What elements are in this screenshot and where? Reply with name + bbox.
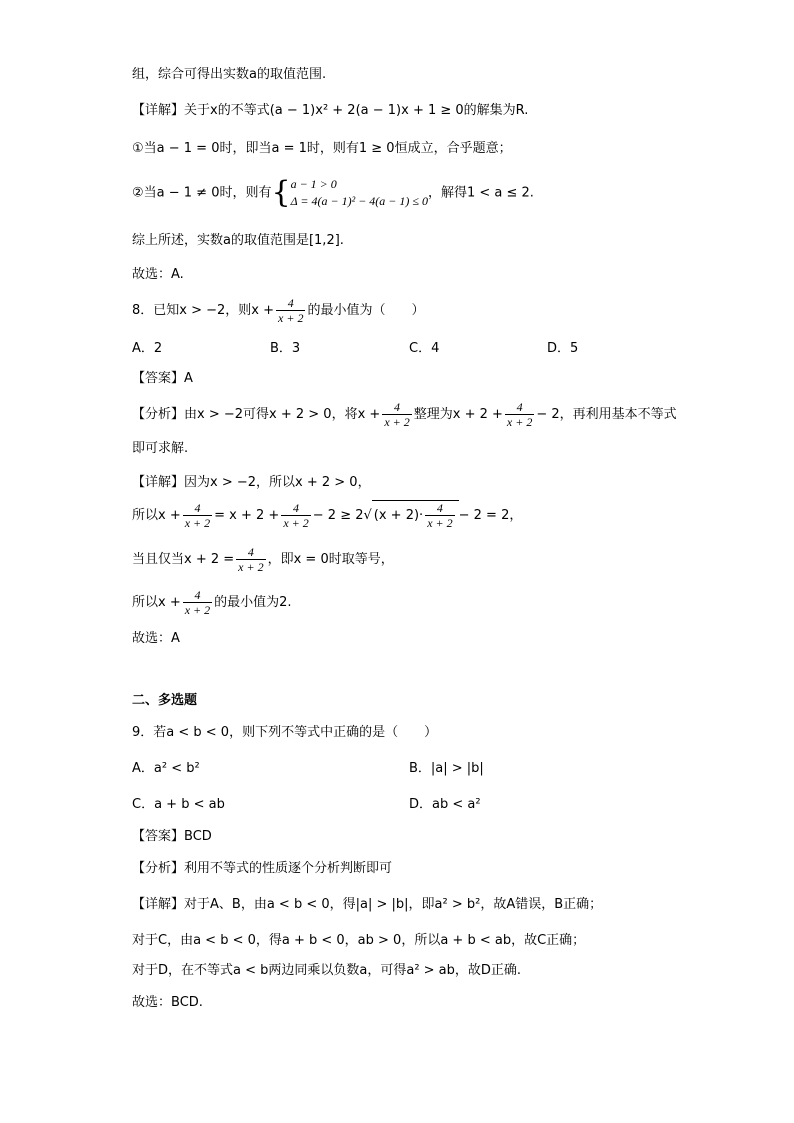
answer-line-9: 【答案】BCD: [132, 829, 212, 844]
choice-line: 故选：A.: [132, 267, 184, 282]
detail-line-9: 【详解】对于A、B，由a < b < 0，得|a| > |b|，即a² > b²，故A错误，B正确；: [132, 897, 603, 912]
option-d: D．5: [547, 341, 579, 356]
analysis-line-9: 【分析】利用不等式的性质逐个分析判断即可: [132, 861, 393, 876]
minimum-line: 所以x + $\frac{4}{x + 2}$ 的最小值为2.: [132, 588, 292, 617]
section-heading: 二、多选题: [132, 693, 198, 708]
equality-line: 当且仅当x + 2 = $\frac{4}{x + 2}$ ，即x = 0时取等号，: [132, 545, 394, 574]
option-d: D．ab < a²: [409, 797, 481, 812]
text-line: 组，综合可得出实数a的取值范围.: [132, 67, 327, 82]
detail-line: 【详解】关于x的不等式(a − 1)x² + 2(a − 1)x + 1 ≥ 0的解集为R.: [132, 103, 529, 118]
option-b: B．|a| > |b|: [409, 761, 484, 776]
choice-line-8: 故选：A: [132, 631, 180, 646]
question-8: 8．已知x > −2，则x + $\frac{4}{x + 2}$ 的最小值为（ ）: [132, 296, 425, 325]
option-c: C．a + b < ab: [132, 797, 225, 812]
detail-line-8: 【详解】因为x > −2，所以x + 2 > 0，: [132, 475, 371, 490]
option-a: A．2: [132, 341, 163, 356]
option-a: A．a² < b²: [132, 761, 200, 776]
option-b: B．3: [270, 341, 301, 356]
case-two-line: ②当a − 1 ≠ 0时，则有{ a − 1 > 0 Δ = 4(a − 1)² − 4(a − 1) ≤ 0 ，解得1 < a ≤ 2.: [132, 175, 534, 210]
choice-line-9: 故选：BCD.: [132, 995, 203, 1010]
detail-line-9-d: 对于D，在不等式a < b两边同乘以负数a，可得a² > ab，故D正确.: [132, 963, 522, 978]
question-9: 9．若a < b < 0，则下列不等式中正确的是（ ）: [132, 725, 438, 740]
case-one-line: ①当a − 1 = 0时，即当a = 1时，则有1 ≥ 0恒成立，合乎题意；: [132, 141, 512, 156]
brace-icon: {: [271, 175, 291, 210]
inequality-system: a − 1 > 0 Δ = 4(a − 1)² − 4(a − 1) ≤ 0: [290, 177, 428, 208]
analysis-line-2: 即可求解.: [132, 441, 189, 456]
fraction: $\frac{4}{x + 2}$: [278, 296, 304, 325]
detail-tag: 【详解】: [132, 103, 185, 118]
answer-line: 【答案】A: [132, 371, 193, 386]
summary-line: 综上所述，实数a的取值范围是[1,2].: [132, 233, 344, 248]
analysis-line: 【分析】由x > −2可得x + 2 > 0，将x + $\frac{4}{x + 2}$ 整理为x + 2 + $\frac{4}{x + 2}$ − 2，再利用基本不等式: [132, 400, 677, 429]
option-c: C．4: [409, 341, 440, 356]
detail-line-9-c: 对于C，由a < b < 0，得a + b < 0，ab > 0，所以a + b < ab，故C正确；: [132, 933, 586, 948]
derivation-line: 所以x + $\frac{4}{x + 2}$ = x + 2 + $\frac{4}{x + 2}$ − 2 ≥ 2√ (x + 2)· $\frac{4}{x + 2}$ − 2 = 2，: [132, 501, 523, 530]
